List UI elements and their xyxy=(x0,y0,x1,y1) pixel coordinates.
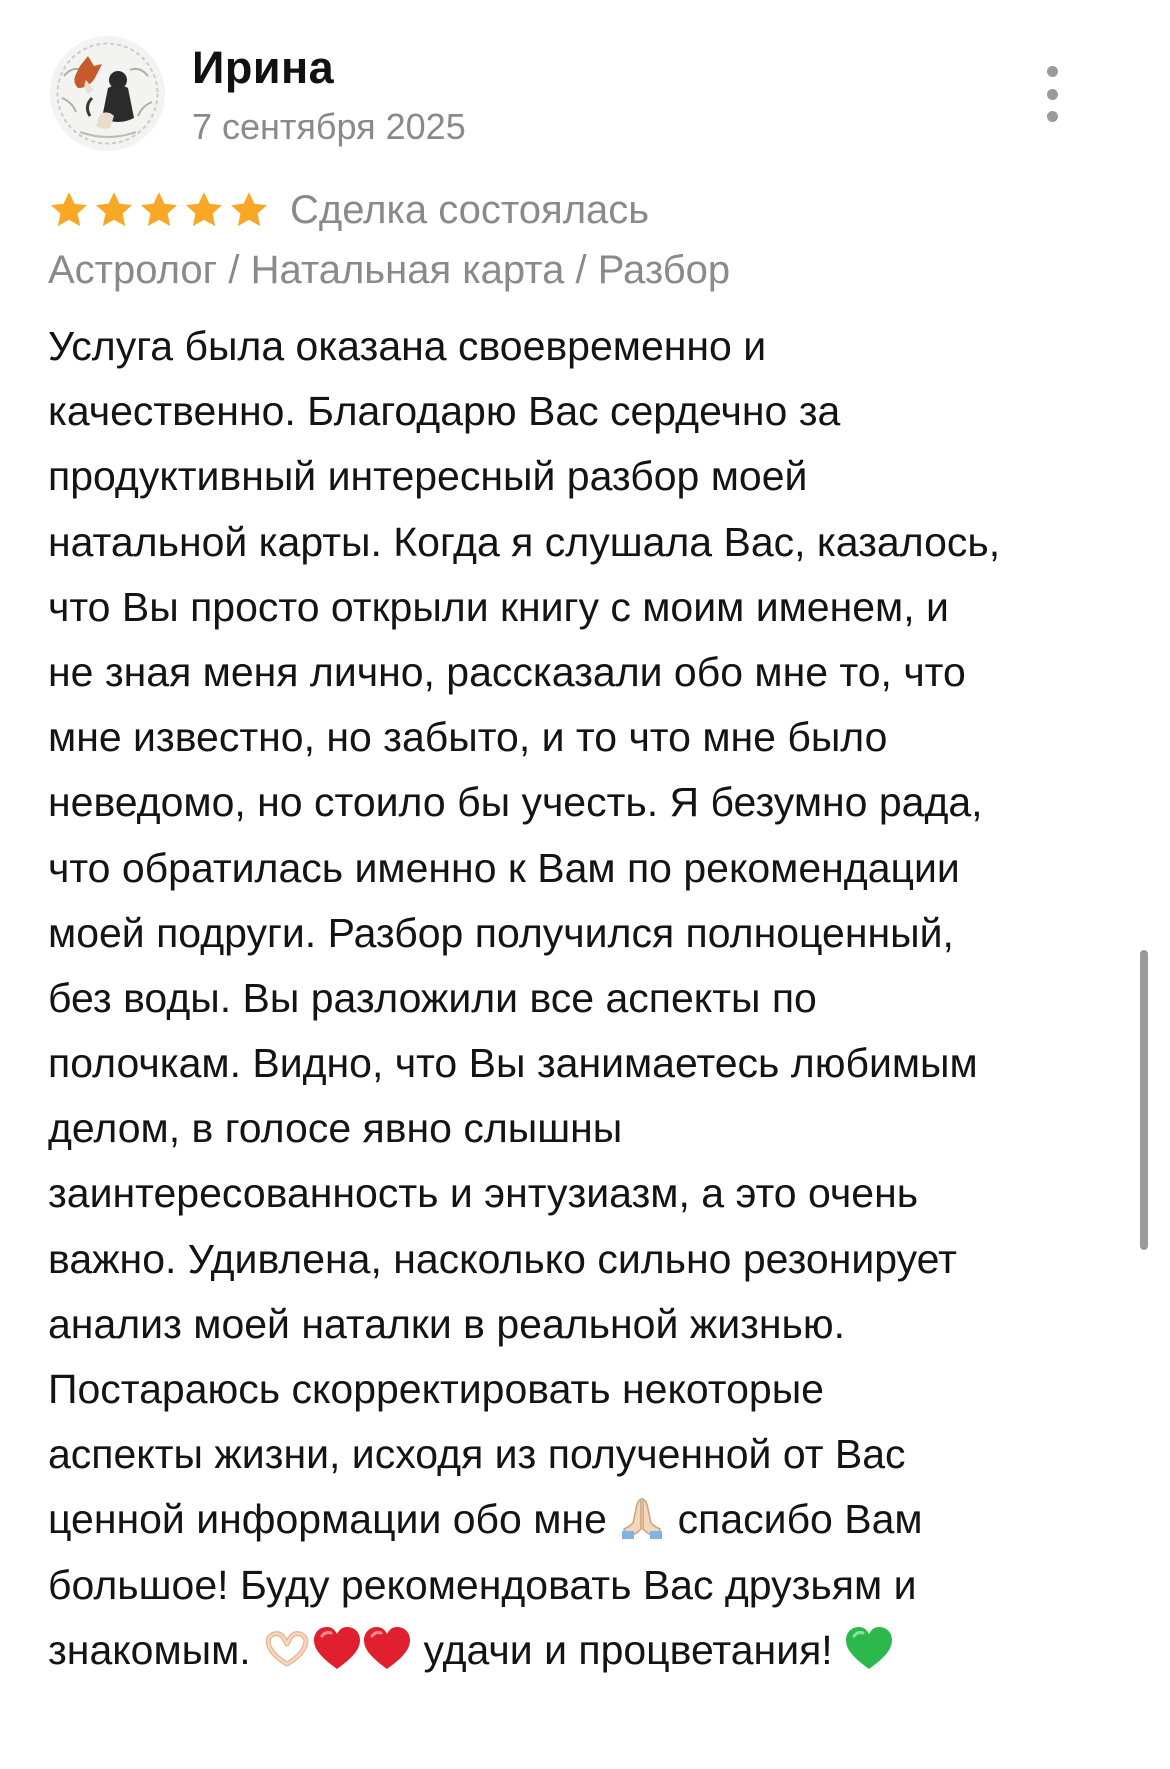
star-icon xyxy=(48,189,90,231)
review-text-line: анализ моей наталки в реальной жизнью. xyxy=(48,1300,846,1347)
star-icon xyxy=(93,189,135,231)
rating-row xyxy=(48,182,649,238)
category-path: Астролог / Натальная карта / Разбор xyxy=(48,248,731,292)
red-heart-emoji xyxy=(312,1626,362,1691)
review-text-line: качественно. Благодарю Вас сердечно за xyxy=(48,388,841,435)
scrollbar[interactable] xyxy=(1140,950,1148,1250)
review-text-line: без воды. Вы разложили все аспекты по xyxy=(48,974,817,1021)
review-text-line xyxy=(48,1487,1098,1552)
review-date: 7 сентября 2025 xyxy=(192,106,466,147)
star-icon xyxy=(228,189,270,231)
heart-hands-emoji xyxy=(262,1626,312,1691)
red-heart-emoji xyxy=(362,1626,412,1691)
review-text-segment: ценной информации обо мне xyxy=(48,1496,619,1543)
more-vertical-icon xyxy=(1047,66,1058,77)
review-text-line: Постараюсь скорректировать некоторые xyxy=(48,1366,824,1412)
review-text-line: продуктивный интересный разбор моей xyxy=(48,453,808,500)
review-text-line: не зная меня лично, рассказали обо мне то, что xyxy=(48,648,966,695)
green-heart-emoji xyxy=(844,1626,894,1691)
scrollbar-thumb[interactable] xyxy=(1140,950,1148,1250)
review-text-line: неведомо, но стоило бы учесть. Я безумно рада, xyxy=(48,779,983,826)
review-text-line: мне известно, но забыто, и то что мне было xyxy=(48,714,888,761)
avatar-image xyxy=(50,36,165,151)
review-text-segment: спасибо Вам xyxy=(666,1496,923,1543)
avatar[interactable] xyxy=(50,36,165,151)
review-text-line: натальной карты. Когда я слушала Вас, казалось, xyxy=(48,518,1001,565)
review-text-line: что обратилась именно к Вам по рекомендации xyxy=(48,844,960,891)
star-icon xyxy=(183,189,225,231)
review-text-line: моей подруги. Разбор получился полноценный, xyxy=(48,909,954,956)
star-rating xyxy=(48,189,270,231)
review-text-line: большое! Буду рекомендовать Вас друзьям и xyxy=(48,1561,917,1608)
review-text-line: важно. Удивлена, насколько сильно резонирует xyxy=(48,1235,957,1282)
review-text xyxy=(48,314,1098,1683)
review-text-line xyxy=(48,1618,1098,1683)
more-options-button[interactable] xyxy=(1034,66,1070,122)
star-icon xyxy=(138,189,180,231)
praying-hands-emoji xyxy=(618,1495,666,1560)
review-text-line: Услуга была оказана своевременно и xyxy=(48,323,767,369)
review-text-line: полочкам. Видно, что Вы занимаетесь любимым xyxy=(48,1040,978,1087)
review-text-line: заинтересованность и энтузиазм, а это очень xyxy=(48,1170,919,1217)
author-name: Ирина xyxy=(192,42,335,93)
review-text-line: аспекты жизни, исходя из полученной от Вас xyxy=(48,1431,906,1478)
review-text-line: что Вы просто открыли книгу с моим именем, и xyxy=(48,583,949,630)
review-text-segment: удачи и процветания! xyxy=(412,1626,845,1673)
review-text-segment: знакомым. xyxy=(48,1626,263,1673)
deal-status: Сделка состоялась xyxy=(290,187,650,232)
review-text-line: делом, в голосе явно слышны xyxy=(48,1105,623,1152)
